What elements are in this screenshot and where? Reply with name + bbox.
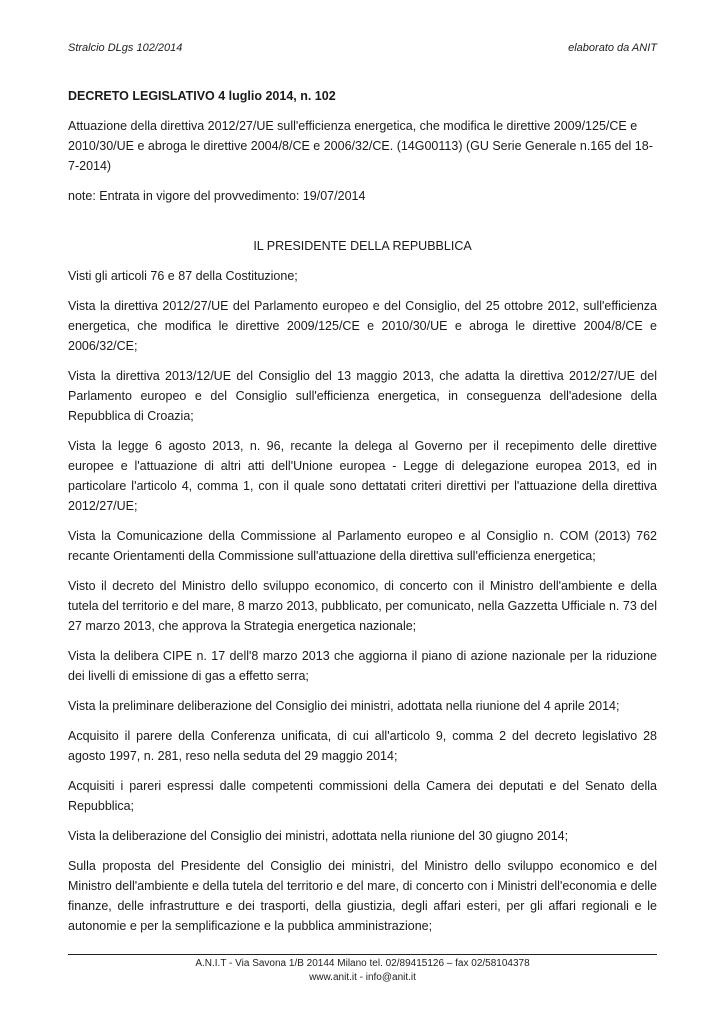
paragraph: Visto il decreto del Ministro dello sviluppo economico, di concerto con il Ministro dell'ambiente e della tutela del territorio e del mare, 8 marzo 2013, pubblicato, per comunicato, nella Gazzetta Ufficiale n. 73 del 27 marzo 2013, che approva la Strategia energetica nazionale; [68, 579, 657, 633]
paragraph: Acquisito il parere della Conferenza unificata, di cui all'articolo 9, comma 2 del decreto legislativo 28 agosto 1997, n. 281, reso nella seduta del 29 maggio 2014; [68, 729, 657, 763]
header-left: Stralcio DLgs 102/2014 [68, 42, 183, 54]
paragraph: Sulla proposta del Presidente del Consiglio dei ministri, del Ministro dello sviluppo economico e del Ministro dell'ambiente e della tutela del territorio e del mare, di concerto con i Ministri dell'economia e delle finanze, delle infrastrutture e dei trasporti, della giustizia, degli affari esteri, per gli affari regionali e le autonomie e per la semplificazione e la pubblica amministrazione; [68, 859, 657, 933]
paragraph: Vista la delibera CIPE n. 17 dell'8 marzo 2013 che aggiorna il piano di azione nazionale per la riduzione dei livelli di emissione di gas a effetto serra; [68, 649, 657, 683]
paragraph: Vista la Comunicazione della Commissione al Parlamento europeo e al Consiglio n. COM (2013) 762 recante Orientamenti della Commissione sull'attuazione della direttiva sull'efficienza energetica; [68, 529, 657, 563]
footer-divider [68, 954, 657, 955]
document-title: DECRETO LEGISLATIVO 4 luglio 2014, n. 102 [68, 89, 336, 103]
document-body [68, 86, 657, 946]
paragraph: Visti gli articoli 76 e 87 della Costituzione; [68, 269, 298, 283]
document-subtitle: Attuazione della direttiva 2012/27/UE sull'efficienza energetica, che modifica le direttive 2009/125/CE e 2010/30/UE e abroga le direttive 2004/8/CE e 2006/32/CE. (14G00113) (GU Serie Generale n.165 del 18-7-2014) [68, 119, 653, 173]
page-footer [68, 957, 657, 985]
paragraph: Vista la deliberazione del Consiglio dei ministri, adottata nella riunione del 30 giugno 2014; [68, 829, 569, 843]
footer-contacts: www.anit.it - info@anit.it [309, 972, 416, 983]
paragraph: Vista la direttiva 2012/27/UE del Parlamento europeo e del Consiglio, del 25 ottobre 2012, sull'efficienza energetica, che modifica le direttive 2009/125/CE e 2010/30/UE e abroga le direttive 2004/8/CE e 2006/32/CE; [68, 299, 657, 353]
document-note: note: Entrata in vigore del provvedimento: 19/07/2014 [68, 189, 366, 203]
paragraph: Vista la preliminare deliberazione del Consiglio dei ministri, adottata nella riunione del 4 aprile 2014; [68, 699, 620, 713]
paragraph: Vista la legge 6 agosto 2013, n. 96, recante la delega al Governo per il recepimento delle direttive europee e l'attuazione di altri atti dell'Unione europea - Legge di delegazione europea 2013, ed in particolare l'articolo 4, comma 1, con il quale sono dettatati criteri direttivi per l'attuazione della direttiva 2012/27/UE; [68, 439, 657, 513]
president-heading: IL PRESIDENTE DELLA REPUBBLICA [253, 239, 472, 253]
page-header [68, 42, 657, 54]
footer-address: A.N.I.T - Via Savona 1/B 20144 Milano tel. 02/89415126 – fax 02/58104378 [195, 958, 530, 969]
paragraph: Vista la direttiva 2013/12/UE del Consiglio del 13 maggio 2013, che adatta la direttiva 2012/27/UE del Parlamento europeo e del Consiglio sull'efficienza energetica, in conseguenza dell'adesione della Repubblica di Croazia; [68, 369, 657, 423]
paragraph: Acquisiti i pareri espressi dalle competenti commissioni della Camera dei deputati e del Senato della Repubblica; [68, 779, 657, 813]
header-right: elaborato da ANIT [568, 42, 657, 54]
